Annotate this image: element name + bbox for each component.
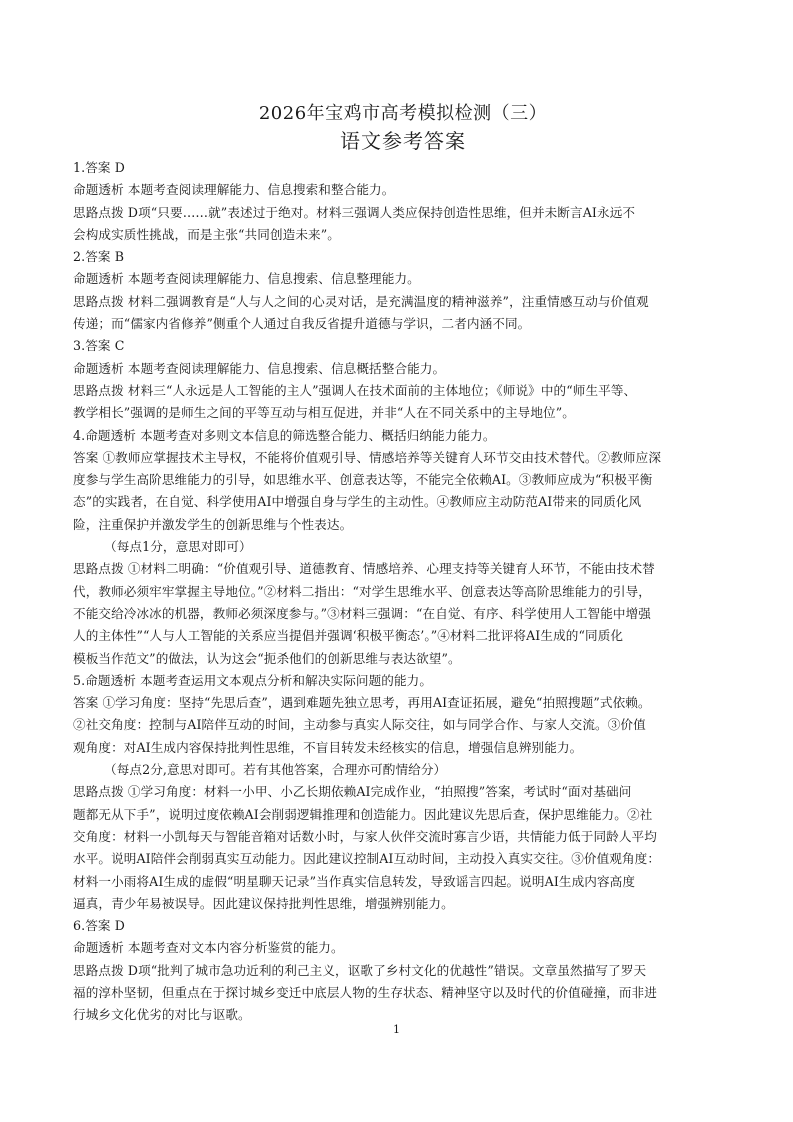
answer-4-answer: 答案 ①教师应掌握技术主导权，不能将价值观引导、情感培养等关键育人环节交由技术替代。②教师应深 bbox=[73, 449, 662, 465]
answer-5-hint-cont: 水平。说明AI陪伴会削弱真实互动能力。因此建议控制AI互动时间，主动投入真实交往。③价值观角度： bbox=[73, 851, 661, 867]
answer-6-hint: 思路点拨 D项“批判了城市急功近利的利己主义，讴歌了乡村文化的优越性”错误。文章虽然描写了罗天 bbox=[73, 962, 647, 978]
answer-4-hint: 思路点拨 ①材料二明确：“价值观引导、道德教育、情感培养、心理支持等关键育人环节，不能由技术替 bbox=[73, 561, 655, 577]
answer-6-hint-cont: 福的淳朴坚韧，但重点在于探讨城乡变迁中底层人物的生存状态、精神坚守以及时代的价值碰撞，而非进 bbox=[73, 984, 657, 1000]
document-page bbox=[73, 101, 733, 1027]
answer-3-hint-cont: 教学相长”强调的是师生之间的平等互动与相互促进，并非“人在不同关系中的主导地位”。 bbox=[73, 405, 575, 421]
answer-4-answer-cont: 度参与学生高阶思维能力的引导，如思维水平、创意表达等，不能完全依赖AI。③教师应成为“积极平衡 bbox=[73, 472, 653, 488]
document-subtitle: 语文参考答案 bbox=[340, 129, 466, 153]
answer-1-hint-cont: 会构成实质性挑战，而是主张“共同创造未来”。 bbox=[73, 226, 340, 242]
answer-4-answer-cont: 险，注重保护并激发学生的创新思维与个性表达。 bbox=[73, 516, 353, 532]
answer-4-scoring: （每点1分，意思对即可） bbox=[104, 539, 252, 555]
answer-5-scoring: （每点2分,意思对即可。若有其他答案，合理亦可酌情给分） bbox=[104, 762, 447, 778]
answer-6-hint-cont: 行城乡文化优劣的对比与讴歌。 bbox=[73, 1007, 251, 1023]
answer-5-hint-cont: 题都无从下手”，说明过度依赖AI会削弱逻辑推理和创造能力。因此建议先思后查，保护思维能力。②社 bbox=[73, 806, 653, 822]
answer-4-hint-cont: 模板当作范文”的做法，认为这会“扼杀他们的创新思维与表达欲望”。 bbox=[73, 650, 461, 666]
answer-1-hint: 思路点拨 D项“只要……就”表述过于绝对。材料三强调人类应保持创造性思维，但并未断言AI永远不 bbox=[73, 204, 636, 220]
answer-1-intent: 命题透析 本题考查阅读理解能力、信息搜索和整合能力。 bbox=[73, 182, 395, 198]
answer-5-answer-cont: ②社交角度：控制与AI陪伴互动的时间，主动参与真实人际交往，如与同学合作、与家人交流。③价值 bbox=[73, 717, 646, 733]
answer-1-heading: 1.答案 D bbox=[73, 160, 125, 175]
answer-2-hint: 思路点拨 材料二强调教育是“人与人之间的心灵对话，是充满温度的精神滋养”，注重情感互动与价值观 bbox=[73, 293, 649, 309]
answer-2-heading: 2.答案 B bbox=[73, 249, 125, 265]
answer-5-heading: 5.命题透析 本题考查运用文本观点分析和解决实际问题的能力。 bbox=[73, 672, 433, 688]
answer-4-answer-cont: 态”的实践者，在自觉、科学使用AI中增强自身与学生的主动性。④教师应主动防范AI带来的同质化风 bbox=[73, 494, 642, 510]
answer-5-answer: 答案 ①学习角度：坚持“先思后查”，遇到难题先独立思考，再用AI查证拓展，避免“拍照搜题”式依赖。 bbox=[73, 695, 651, 711]
answer-4-hint-cont: 不能交给冷冰冰的机器，教师必须深度参与。”③材料三强调：“在自觉、有序、科学使用人工智能中增强 bbox=[73, 605, 651, 621]
answer-5-answer-cont: 观角度：对AI生成内容保持批判性思维，不盲目转发未经核实的信息，增强信息辨别能力。 bbox=[73, 739, 583, 755]
answer-5-hint-cont: 交角度：材料一小凯每天与智能音箱对话数小时，与家人伙伴交流时寡言少语，共情能力低于同龄人平均 bbox=[73, 828, 657, 844]
answer-4-hint-cont: 人的主体性”“人与人工智能的关系应当提倡并强调‘积极平衡态’。”④材料二批评将AI生成的“同质化 bbox=[73, 628, 624, 644]
answer-5-hint-cont: 材料一小雨将AI生成的虚假“明星聊天记录”当作真实信息转发，导致谣言四起。说明AI生成内容高度 bbox=[73, 873, 636, 889]
answer-6-heading: 6.答案 D bbox=[73, 918, 125, 934]
answer-4-heading: 4.命题透析 本题考查对多则文本信息的筛选整合能力、概括归纳能力能力。 bbox=[73, 427, 496, 443]
answer-2-hint-cont: 传递；而“儒家内省修养”侧重个人通过自我反省提升道德与学识，二者内涵不同。 bbox=[73, 316, 531, 332]
answer-3-intent: 命题透析 本题考查阅读理解能力、信息搜索、信息概括整合能力。 bbox=[73, 360, 446, 376]
answer-3-hint: 思路点拨 材料三“人永远是人工智能的主人”强调人在技术面前的主体地位；《师说》中的“师生平等、 bbox=[73, 382, 637, 398]
page-number: 1 bbox=[393, 1023, 400, 1036]
answer-4-hint-cont: 代，教师必须牢牢掌握主导地位。”②材料二指出：“对学生思维水平、创意表达等高阶思维能力的引导， bbox=[73, 583, 651, 599]
answer-5-hint: 思路点拨 ①学习角度：材料一小甲、小乙长期依赖AI完成作业，“拍照搜”答案，考试时“面对基础问 bbox=[73, 784, 632, 800]
answer-2-intent: 命题透析 本题考查阅读理解能力、信息搜索、信息整理能力。 bbox=[73, 271, 420, 287]
answer-3-heading: 3.答案 C bbox=[73, 338, 125, 354]
document-title: 2026年宝鸡市高考模拟检测（三） bbox=[258, 103, 548, 124]
answer-5-hint-cont: 逼真，青少年易被误导。因此建议保持批判性思维，增强辨别能力。 bbox=[73, 895, 454, 911]
answer-6-intent: 命题透析 本题考查对文本内容分析鉴赏的能力。 bbox=[73, 940, 344, 956]
